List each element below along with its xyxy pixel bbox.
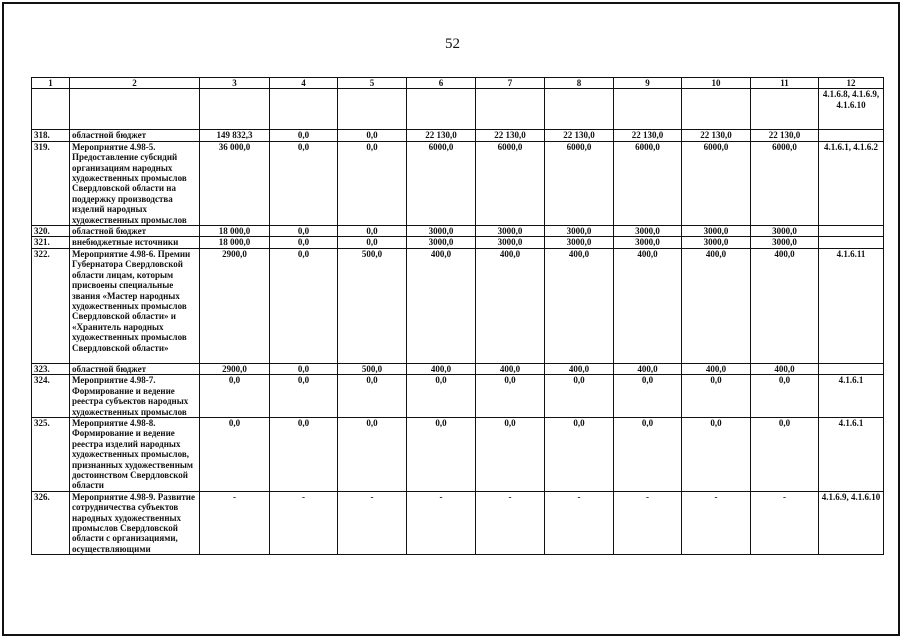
- column-header: 3: [200, 78, 270, 89]
- column-header: 8: [545, 78, 614, 89]
- column-header: 12: [819, 78, 884, 89]
- target-code: [819, 237, 884, 248]
- value-cell: 3000,0: [476, 237, 545, 248]
- table-row: [32, 141, 884, 225]
- column-header-row: [32, 78, 884, 89]
- table-row: [32, 363, 884, 374]
- column-header: 1: [32, 78, 70, 89]
- table-row: [32, 226, 884, 237]
- value-cell: 3000,0: [682, 237, 751, 248]
- row-number: 321.: [32, 237, 70, 248]
- row-number: 322.: [32, 248, 70, 363]
- value-cell: 22 130,0: [545, 130, 614, 141]
- row-name: Мероприятие 4.98-5. Предоставление субсидий организациям народных художественных промыслов Свердловской области на поддержку производства изделий народных художественных промыслов: [70, 141, 200, 225]
- value-cell: 2900,0: [200, 248, 270, 363]
- value-cell: 0,0: [338, 130, 407, 141]
- table-row: [32, 491, 884, 554]
- row-number: 325.: [32, 417, 70, 491]
- value-cell: [751, 89, 819, 130]
- column-header: 10: [682, 78, 751, 89]
- value-cell: 400,0: [476, 248, 545, 363]
- value-cell: 0,0: [338, 417, 407, 491]
- value-cell: 0,0: [476, 375, 545, 418]
- target-code: 4.1.6.1: [819, 375, 884, 418]
- target-code: 4.1.6.1, 4.1.6.2: [819, 141, 884, 225]
- value-cell: [545, 89, 614, 130]
- row-name: [70, 89, 200, 130]
- value-cell: 400,0: [407, 248, 476, 363]
- value-cell: 0,0: [545, 375, 614, 418]
- value-cell: 0,0: [614, 417, 682, 491]
- value-cell: 3000,0: [751, 226, 819, 237]
- value-cell: 3000,0: [407, 226, 476, 237]
- row-number: 323.: [32, 363, 70, 374]
- value-cell: -: [407, 491, 476, 554]
- value-cell: 3000,0: [545, 237, 614, 248]
- column-header: 2: [70, 78, 200, 89]
- value-cell: 6000,0: [682, 141, 751, 225]
- table-body: [32, 89, 884, 555]
- value-cell: 400,0: [751, 248, 819, 363]
- table-row: [32, 89, 884, 130]
- value-cell: 0,0: [751, 417, 819, 491]
- value-cell: 0,0: [270, 141, 338, 225]
- row-number: 324.: [32, 375, 70, 418]
- table-row: [32, 237, 884, 248]
- row-number: 319.: [32, 141, 70, 225]
- target-code: 4.1.6.11: [819, 248, 884, 363]
- value-cell: 400,0: [614, 248, 682, 363]
- value-cell: 22 130,0: [614, 130, 682, 141]
- row-name: областной бюджет: [70, 130, 200, 141]
- row-number: 320.: [32, 226, 70, 237]
- row-name: Мероприятие 4.98-6. Премии Губернатора Свердловской области лицам, которым присвоены специальные звания «Мастер народных художественных промыслов Свердловской области» и «Хранитель народных художественных промыслов Свердловской области»: [70, 248, 200, 363]
- value-cell: -: [751, 491, 819, 554]
- value-cell: 400,0: [751, 363, 819, 374]
- value-cell: 0,0: [476, 417, 545, 491]
- value-cell: 18 000,0: [200, 226, 270, 237]
- value-cell: 400,0: [407, 363, 476, 374]
- value-cell: -: [476, 491, 545, 554]
- table-row: [32, 248, 884, 363]
- value-cell: 6000,0: [751, 141, 819, 225]
- row-name: внебюджетные источники: [70, 237, 200, 248]
- value-cell: [200, 89, 270, 130]
- column-header: 6: [407, 78, 476, 89]
- value-cell: -: [338, 491, 407, 554]
- row-name: Мероприятие 4.98-7. Формирование и ведение реестра субъектов народных художественных промыслов: [70, 375, 200, 418]
- target-code: 4.1.6.1: [819, 417, 884, 491]
- target-code: 4.1.6.9, 4.1.6.10: [819, 491, 884, 554]
- budget-table: [31, 77, 884, 555]
- value-cell: 2900,0: [200, 363, 270, 374]
- value-cell: 18 000,0: [200, 237, 270, 248]
- row-name: областной бюджет: [70, 226, 200, 237]
- value-cell: 0,0: [270, 248, 338, 363]
- value-cell: 400,0: [682, 363, 751, 374]
- value-cell: 3000,0: [614, 237, 682, 248]
- value-cell: -: [270, 491, 338, 554]
- table-row: [32, 417, 884, 491]
- value-cell: 3000,0: [476, 226, 545, 237]
- value-cell: [614, 89, 682, 130]
- value-cell: 22 130,0: [407, 130, 476, 141]
- value-cell: 3000,0: [682, 226, 751, 237]
- value-cell: 0,0: [545, 417, 614, 491]
- value-cell: 0,0: [682, 417, 751, 491]
- value-cell: 36 000,0: [200, 141, 270, 225]
- value-cell: 0,0: [270, 417, 338, 491]
- target-code: [819, 226, 884, 237]
- value-cell: 0,0: [270, 130, 338, 141]
- value-cell: 22 130,0: [751, 130, 819, 141]
- value-cell: 500,0: [338, 248, 407, 363]
- value-cell: [270, 89, 338, 130]
- column-header: 4: [270, 78, 338, 89]
- value-cell: 6000,0: [407, 141, 476, 225]
- row-number: 326.: [32, 491, 70, 554]
- value-cell: 0,0: [338, 226, 407, 237]
- value-cell: 500,0: [338, 363, 407, 374]
- value-cell: 3000,0: [407, 237, 476, 248]
- value-cell: 0,0: [200, 417, 270, 491]
- value-cell: 0,0: [614, 375, 682, 418]
- value-cell: 400,0: [682, 248, 751, 363]
- value-cell: [338, 89, 407, 130]
- value-cell: [476, 89, 545, 130]
- row-name: Мероприятие 4.98-8. Формирование и ведение реестра изделий народных художественных промыслов, признанных художественным достоинством Свердловской области: [70, 417, 200, 491]
- value-cell: 3000,0: [751, 237, 819, 248]
- value-cell: 22 130,0: [682, 130, 751, 141]
- value-cell: 3000,0: [614, 226, 682, 237]
- value-cell: 0,0: [270, 237, 338, 248]
- row-name: Мероприятие 4.98-9. Развитие сотрудничества субъектов народных художественных промыслов Свердловской области с организациями, осуществляющими: [70, 491, 200, 554]
- column-header: 7: [476, 78, 545, 89]
- table-row: [32, 375, 884, 418]
- value-cell: 6000,0: [614, 141, 682, 225]
- value-cell: 0,0: [338, 141, 407, 225]
- column-header: 9: [614, 78, 682, 89]
- value-cell: 149 832,3: [200, 130, 270, 141]
- value-cell: 400,0: [476, 363, 545, 374]
- column-header: 11: [751, 78, 819, 89]
- value-cell: -: [200, 491, 270, 554]
- value-cell: 0,0: [270, 375, 338, 418]
- page-number: 52: [445, 36, 460, 52]
- value-cell: -: [614, 491, 682, 554]
- row-number: [32, 89, 70, 130]
- value-cell: 0,0: [270, 226, 338, 237]
- target-code: [819, 363, 884, 374]
- value-cell: 0,0: [682, 375, 751, 418]
- value-cell: 6000,0: [545, 141, 614, 225]
- value-cell: 400,0: [545, 248, 614, 363]
- value-cell: 400,0: [545, 363, 614, 374]
- row-name: областной бюджет: [70, 363, 200, 374]
- value-cell: 0,0: [338, 375, 407, 418]
- value-cell: -: [682, 491, 751, 554]
- value-cell: 0,0: [270, 363, 338, 374]
- table-row: [32, 130, 884, 141]
- column-header: 5: [338, 78, 407, 89]
- value-cell: 0,0: [407, 417, 476, 491]
- value-cell: 3000,0: [545, 226, 614, 237]
- target-code: [819, 130, 884, 141]
- value-cell: 0,0: [407, 375, 476, 418]
- row-number: 318.: [32, 130, 70, 141]
- value-cell: -: [545, 491, 614, 554]
- value-cell: 0,0: [338, 237, 407, 248]
- value-cell: 400,0: [614, 363, 682, 374]
- target-code: 4.1.6.8, 4.1.6.9, 4.1.6.10: [819, 89, 884, 130]
- value-cell: 22 130,0: [476, 130, 545, 141]
- value-cell: 0,0: [200, 375, 270, 418]
- value-cell: [407, 89, 476, 130]
- value-cell: 0,0: [751, 375, 819, 418]
- value-cell: 6000,0: [476, 141, 545, 225]
- value-cell: [682, 89, 751, 130]
